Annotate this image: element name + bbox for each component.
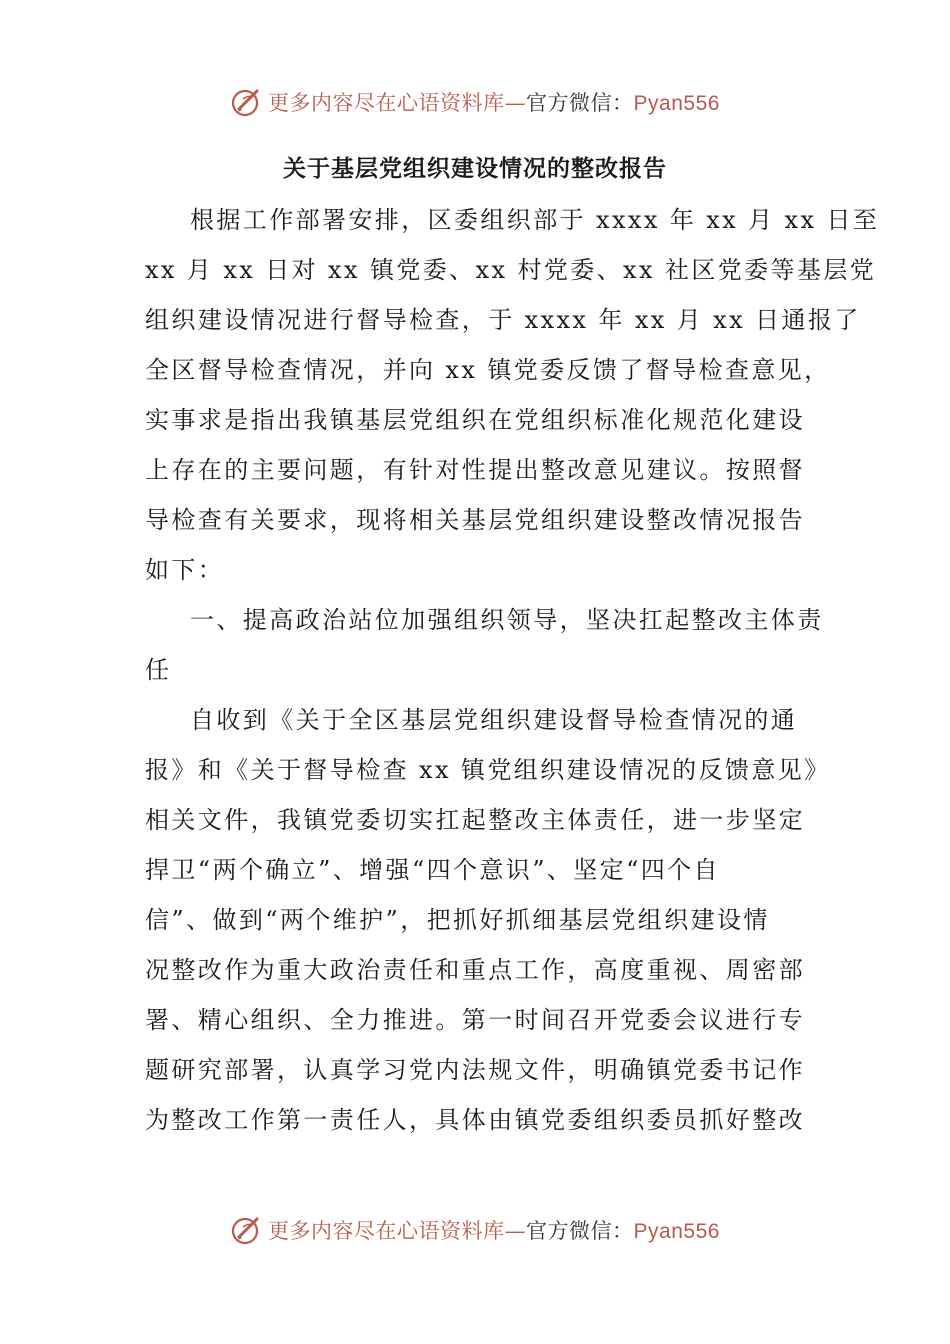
paragraph-line: 上存在的主要问题，有针对性提出整改意见建议。按照督 [145, 456, 805, 484]
paragraph-line: 捍卫“两个确立”、增强“四个意识”、坚定“四个自 [145, 856, 720, 884]
paragraph-line: 信”、做到“两个维护”，把抓好抓细基层党组织建设情 [145, 906, 770, 934]
paragraph-line: 实事求是指出我镇基层党组织在党组织标准化规范化建设 [145, 406, 805, 434]
section-heading-line: 一、提高政治站位加强组织领导，坚决扛起整改主体责 [190, 606, 824, 634]
paragraph-line: 根据工作部署安排，区委组织部于 xxxx 年 xx 月 xx 日至 [190, 206, 880, 234]
header-banner [0, 82, 950, 122]
paragraph-line: 组织建设情况进行督导检查，于 xxxx 年 xx 月 xx 日通报了 [145, 306, 861, 334]
paragraph-line: 导检查有关要求，现将相关基层党组织建设整改情况报告 [145, 506, 805, 534]
pen-logo-icon [230, 1213, 264, 1247]
pen-logo-icon [230, 85, 264, 119]
paragraph-line: xx 月 xx 日对 xx 镇党委、xx 村党委、xx 社区党委等基层党 [145, 256, 877, 284]
paragraph-line: 署、精心组织、全力推进。第一时间召开党委会议进行专 [145, 1006, 805, 1034]
banner-text: 更多内容尽在心语资料库—官方微信：Pyan556 [268, 91, 720, 115]
paragraph-line: 况整改作为重大政治责任和重点工作，高度重视、周密部 [145, 956, 805, 984]
paragraph-line: 相关文件，我镇党委切实扛起整改主体责任，进一步坚定 [145, 806, 805, 834]
banner-text: 更多内容尽在心语资料库—官方微信：Pyan556 [268, 1219, 720, 1243]
paragraph-line: 为整改工作第一责任人，具体由镇党委组织委员抓好整改 [145, 1106, 805, 1134]
paragraph-line: 全区督导检查情况，并向 xx 镇党委反馈了督导检查意见， [145, 356, 831, 384]
paragraph-line: 自收到《关于全区基层党组织建设督导检查情况的通 [190, 706, 798, 734]
paragraph-line: 题研究部署，认真学习党内法规文件，明确镇党委书记作 [145, 1056, 805, 1084]
document-title: 关于基层党组织建设情况的整改报告 [283, 155, 667, 182]
footer-banner [0, 1210, 950, 1250]
section-heading-line: 任 [145, 656, 172, 684]
paragraph-line: 如下： [145, 556, 225, 584]
paragraph-line: 报》和《关于督导检查 xx 镇党组织建设情况的反馈意见》 [145, 756, 831, 784]
